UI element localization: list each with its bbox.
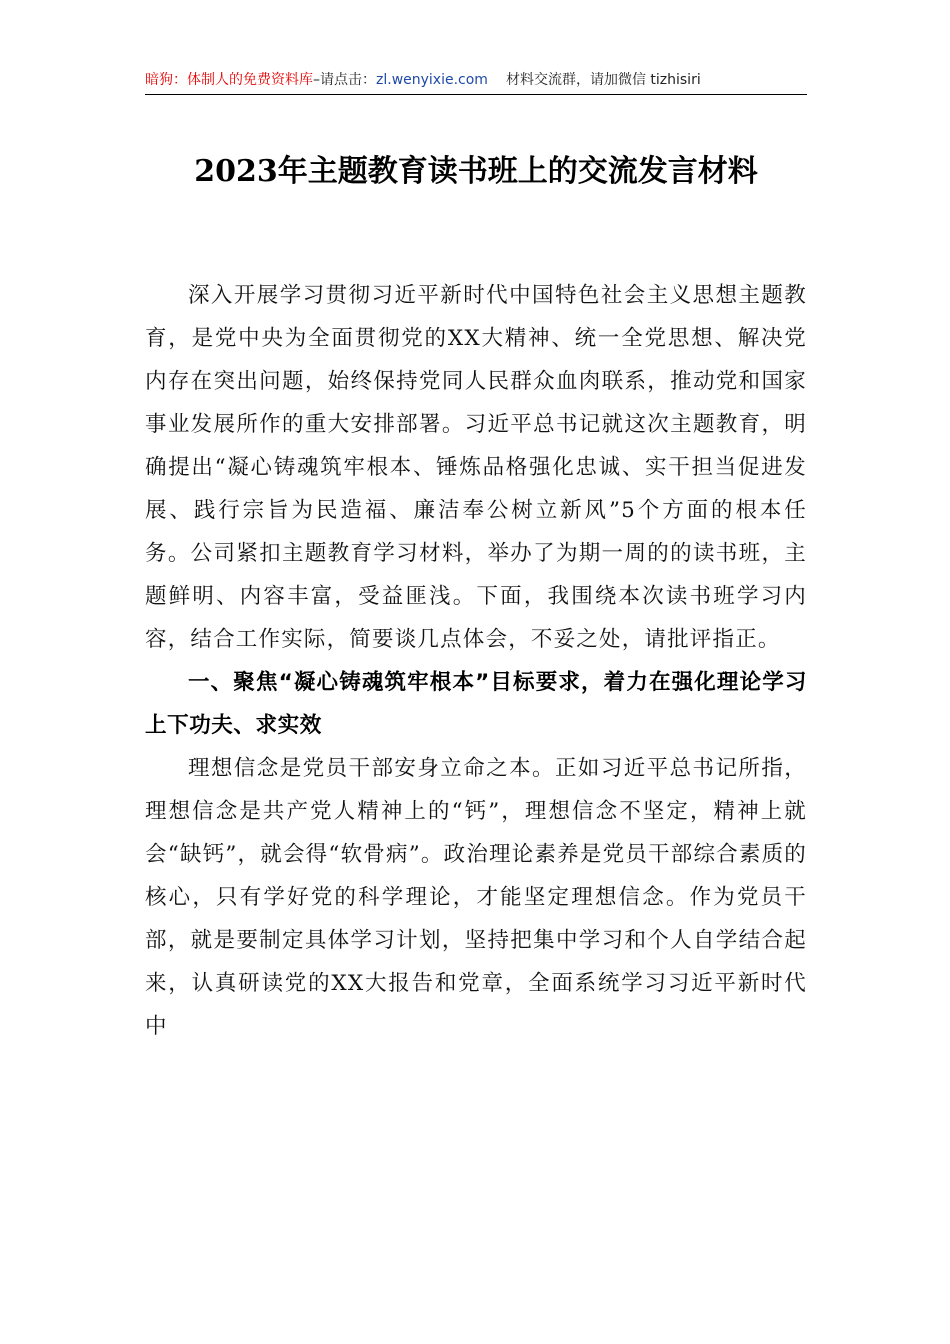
section-1-heading: 一、聚焦“凝心铸魂筑牢根本”目标要求，着力在强化理论学习上下功夫、求实效 xyxy=(145,670,807,738)
document-body xyxy=(145,274,807,1048)
header-contact: 材料交流群，请加微信 tizhisiri xyxy=(505,72,701,88)
header-url-link[interactable]: zl.wenyixie.com xyxy=(376,72,488,88)
header-prompt: –请点击： xyxy=(313,72,376,88)
document-title: 2023年主题教育读书班上的交流发言材料 xyxy=(194,154,758,189)
page-header xyxy=(145,66,807,95)
section-1-paragraph: 理想信念是党员干部安身立命之本。正如习近平总书记所指，理想信念是共产党人精神上的“钙”，理想信念不坚定，精神上就会“缺钙”，就会得“软骨病”。政治理论素养是党员干部综合素质的核心，只有学好党的科学理论，才能坚定理想信念。作为党员干部，就是要制定具体学习计划，坚持把集中学习和个人自学结合起来，认真研读党的XX大报告和党章，全面系统学习习近平新时代中 xyxy=(145,756,807,1039)
header-brand: 暗狗：体制人的免费资料库 xyxy=(145,72,313,88)
intro-paragraph: 深入开展学习贯彻习近平新时代中国特色社会主义思想主题教育，是党中央为全面贯彻党的XX大精神、统一全党思想、解决党内存在突出问题，始终保持党同人民群众血肉联系，推动党和国家事业发展所作的重大安排部署。习近平总书记就这次主题教育，明确提出“凝心铸魂筑牢根本、锤炼品格强化忠诚、实干担当促进发展、践行宗旨为民造福、廉洁奉公树立新风”5个方面的根本任务。公司紧扣主题教育学习材料，举办了为期一周的的读书班，主题鲜明、内容丰富，受益匪浅。下面，我围绕本次读书班学习内容，结合工作实际，简要谈几点体会，不妥之处，请批评指正。 xyxy=(145,283,807,652)
